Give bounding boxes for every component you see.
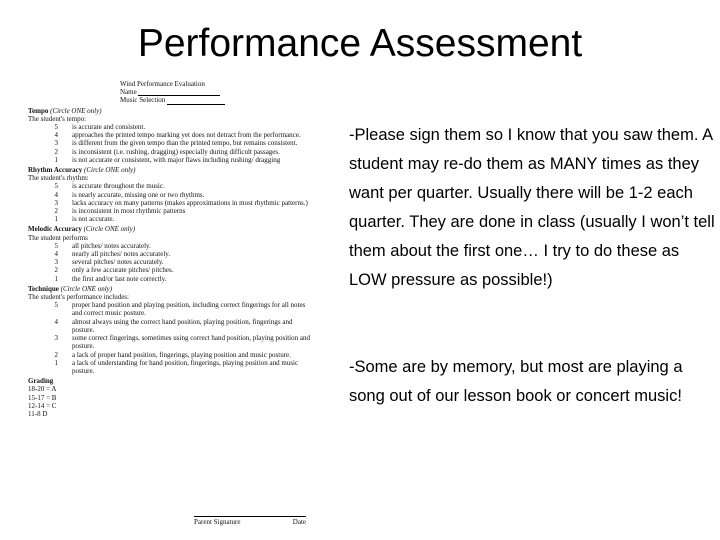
rating-row: 2 only a few accurate pitches/ pitches. [54, 266, 174, 275]
rating-row: 2 is inconsistent in most rhythmic patterns [54, 207, 186, 216]
rating-row: 3 lacks accuracy on many patterns (makes approximations in most rhythmic patterns.) [54, 198, 308, 207]
rating-row: 4 nearly all pitches/ notes accurately. [54, 250, 171, 259]
rating-row: 3 some correct fingerings, sometimes using correct hand position, playing position and posture. [54, 334, 310, 351]
form-section [28, 285, 310, 375]
form-header [120, 80, 310, 105]
rating-row: 2 is inconsistent (i.e. rushing, dragging) especially during difficult passages. [54, 147, 280, 156]
section-intro: The student's tempo: [28, 114, 87, 123]
section-intro: The student's performance includes: [28, 293, 129, 302]
rating-row: 2 a lack of proper hand position, fingerings, playing position and music posture. [54, 350, 291, 359]
grading-scale: Grading 18-20 = A 15-17 = B 12-14 = C 11-8 D [28, 377, 310, 418]
rating-row: 1 a lack of understanding for hand position, fingerings, playing position and music posture. [54, 358, 299, 375]
section-title: Rhythm Accuracy (Circle ONE only) [28, 166, 136, 175]
rating-row: 3 is different from the given tempo than the printed tempo, but remains consistent. [54, 139, 298, 148]
form-title: Wind Performance Evaluation [120, 80, 205, 88]
rating-row: 4 is nearly accurate, missing one or two rhythms. [54, 190, 205, 199]
section-title: Tempo (Circle ONE only) [28, 106, 102, 115]
signature-line: Parent Signature Date [194, 517, 306, 526]
paragraph-songs: -Some are by memory, but most are playing a song out of our lesson book or concert music! [349, 358, 683, 405]
form-sections [28, 107, 310, 376]
evaluation-form-image [28, 80, 310, 526]
section-intro: The student's rhythm: [28, 174, 89, 183]
slide-title: Performance Assessment [137, 22, 583, 65]
rating-row: 1 is not accurate or consistent, with major flaws including rushing/ dragging [54, 155, 281, 164]
section-title: Melodic Accuracy (Circle ONE only) [28, 225, 136, 234]
music-selection-line: Music Selection [120, 96, 310, 104]
section-intro: The student performs [28, 233, 88, 242]
form-section [28, 107, 310, 164]
form-section [28, 225, 310, 282]
rating-row: 5 all pitches/ notes accurately. [54, 241, 151, 250]
form-section [28, 166, 310, 223]
rating-row: 3 several pitches/ notes accurately. [54, 258, 164, 267]
grade-range: 15-17 = B [28, 393, 57, 402]
name-line: Name [120, 88, 310, 96]
rating-row: 5 proper hand position and playing position, including correct fingerings for all notes and correct music posture. [54, 301, 306, 318]
grade-range: 18-20 = A [28, 385, 57, 394]
grade-range: 12-14 = C [28, 401, 57, 410]
rating-row: 5 is accurate and consistent. [54, 123, 146, 132]
rating-row: 1 the first and/or last note correctly. [54, 274, 167, 283]
rating-row: 1 is not accurate. [54, 215, 115, 224]
paragraph-signing: -Please sign them so I know that you saw them. A student may re-do them as MANY times as they want per quarter. Usually there will be 1-2 each quarter. They are done in class (usually I won’t tell them about the first one… I try to do these as LOW pressure as possible!) [349, 126, 715, 289]
grade-range: 11-8 D [28, 409, 48, 418]
rating-row: 4 almost always using the correct hand position, playing position, fingerings and posture. [54, 317, 293, 334]
rating-row: 4 approaches the printed tempo marking yet does not detract from the performance. [54, 131, 301, 140]
section-title: Technique (Circle ONE only) [28, 284, 113, 293]
rating-row: 5 is accurate throughout the music. [54, 182, 165, 191]
